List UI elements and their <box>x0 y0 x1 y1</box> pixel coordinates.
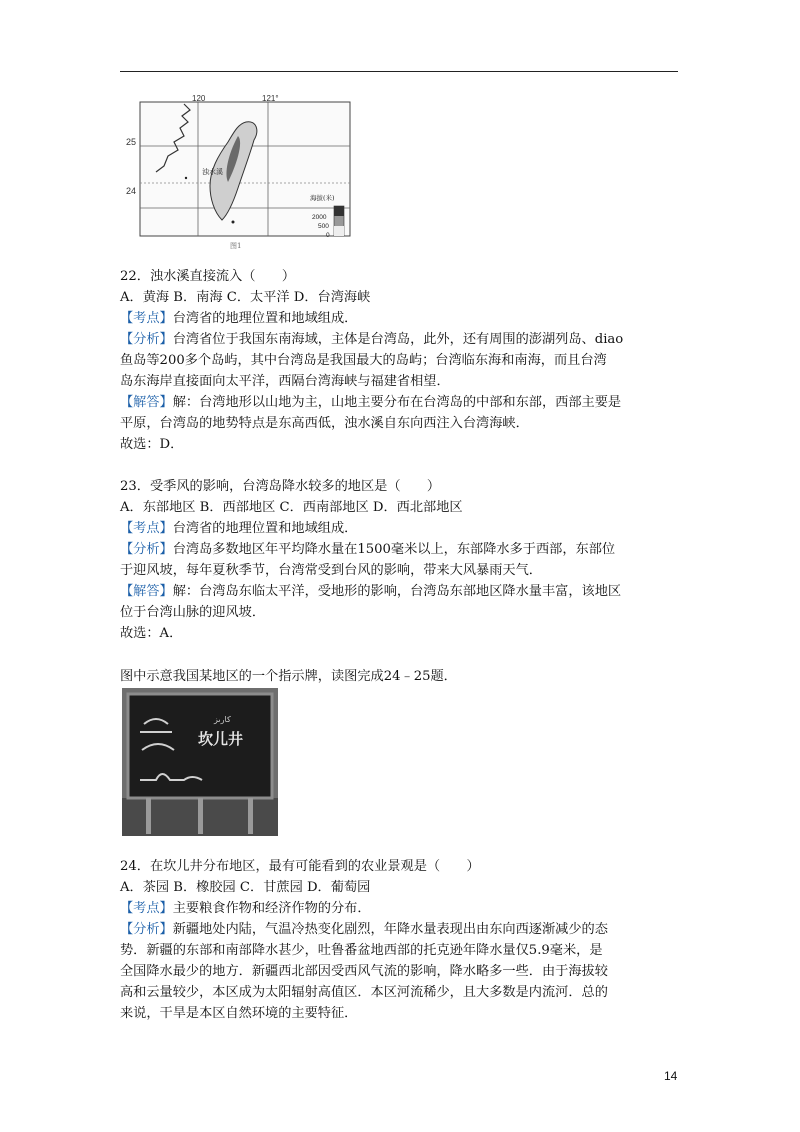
lon-label-121: 121° <box>262 94 279 103</box>
kaodian-tag: 【考点】 <box>120 311 173 326</box>
intro-24-25: 图中示意我国某地区的一个指示牌，读图完成24﹣25题． <box>120 669 457 684</box>
legend-value-0: 0 <box>326 232 330 239</box>
karez-sign-photo <box>122 688 278 836</box>
jieda-tag: 【解答】 <box>120 395 173 410</box>
lat-label-24: 24 <box>126 186 137 196</box>
map-caption: 图1 <box>230 242 242 250</box>
kaodian-tag: 【考点】 <box>120 901 173 916</box>
header-rule <box>120 71 678 72</box>
q23-stem: 23．受季风的影响，台湾岛降水较多的地区是（ ） <box>120 479 441 494</box>
lon-label-120: 120 <box>192 94 206 103</box>
q24-options: A．茶园 B．橡胶园 C．甘蔗园 D．葡萄园 <box>120 880 371 895</box>
q22-kaodian <box>120 308 680 329</box>
fenxi-tag: 【分析】 <box>120 332 173 347</box>
legend-title: 海拔(米) <box>310 194 335 202</box>
q23-kaodian <box>120 518 680 539</box>
q24-fenxi-line-5: 来说，干旱是本区自然环境的主要特征． <box>120 1006 358 1021</box>
kaodian-tag: 【考点】 <box>120 521 173 536</box>
fenxi-tag: 【分析】 <box>120 542 173 557</box>
q23-fenxi-line-1: 台湾岛多数地区年平均降水量在1500毫米以上，东部降水多于西部，东部位 <box>172 542 616 557</box>
taiwan-map-figure <box>126 94 370 252</box>
q24-kaodian-text: 主要粮食作物和经济作物的分布． <box>172 901 371 916</box>
legend-value-2000: 2000 <box>312 214 327 221</box>
q23-jieda <box>120 581 680 602</box>
lat-label-25: 25 <box>126 137 137 147</box>
q24-stem: 24．在坎儿井分布地区，最有可能看到的农业景观是（ ） <box>120 859 480 874</box>
jieda-tag: 【解答】 <box>120 584 173 599</box>
q23-fenxi-line-2: 于迎风坡，每年夏秋季节，台湾常受到台风的影响，带来大风暴雨天气． <box>120 563 542 578</box>
q24-fenxi-line-2: 势．新疆的东部和南部降水甚少，吐鲁番盆地西部的托克逊年降水量仅5.9毫米，是 <box>120 943 603 958</box>
q24-fenxi-line-4: 高和云量较少，本区成为太阳辐射高值区．本区河流稀少，且大多数是内流河．总的 <box>120 985 608 1000</box>
q23-fenxi <box>120 539 680 560</box>
place-label-zhuoshuixi: 浊水溪 <box>202 168 223 176</box>
q24-fenxi-line-1: 新疆地处内陆，气温冷热变化剧烈，年降水量表现出由东向西逐渐减少的态 <box>172 922 608 937</box>
q22-fenxi-line-1: 台湾省位于我国东南海域，主体是台湾岛，此外，还有周围的澎湖列岛、diao <box>172 332 624 347</box>
q24-kaodian <box>120 898 680 919</box>
q22-jieda-line-2: 平原，台湾岛的地势特点是东高西低，浊水溪自东向西注入台湾海峡． <box>120 416 529 431</box>
q23-options: A．东部地区 B．西部地区 C．西南部地区 D．西北部地区 <box>120 500 463 515</box>
q22-fenxi-line-2: 鱼岛等200多个岛屿，其中台湾岛是我国最大的岛屿；台湾临东海和南海，而且台湾 <box>120 353 607 368</box>
q23-kaodian-text: 台湾省的地理位置和地域组成． <box>172 521 358 536</box>
q23-jieda-line-1: 解：台湾岛东临太平洋，受地形的影响，台湾岛东部地区降水量丰富，该地区 <box>172 584 622 599</box>
sign-small-text: كارىز <box>214 715 231 724</box>
q22-kaodian-text: 台湾省的地理位置和地域组成． <box>172 311 358 326</box>
q23-answer: 故选：A． <box>120 626 183 641</box>
q22-jieda <box>120 392 680 413</box>
q24-fenxi <box>120 919 680 940</box>
q24-fenxi-line-3: 全国降水最少的地方．新疆西北部因受西风气流的影响，降水略多一些．由于海拔较 <box>120 964 608 979</box>
q22-jieda-line-1: 解：台湾地形以山地为主，山地主要分布在台湾岛的中部和东部，西部主要是 <box>172 395 622 410</box>
q22-stem: 22．浊水溪直接流入（ ） <box>120 269 296 284</box>
q22-options: A．黄海 B．南海 C．太平洋 D．台湾海峡 <box>120 290 371 305</box>
legend-value-500: 500 <box>318 223 329 230</box>
q22-fenxi <box>120 329 680 350</box>
sign-main-text: 坎儿井 <box>198 730 244 748</box>
q22-answer: 故选：D． <box>120 437 184 452</box>
fenxi-tag: 【分析】 <box>120 922 173 937</box>
page-number: 14 <box>664 1069 678 1083</box>
q22-fenxi-line-3: 岛东海岸直接面向太平洋，西隔台湾海峡与福建省相望． <box>120 374 450 389</box>
q23-jieda-line-2: 位于台湾山脉的迎风坡． <box>120 605 266 620</box>
